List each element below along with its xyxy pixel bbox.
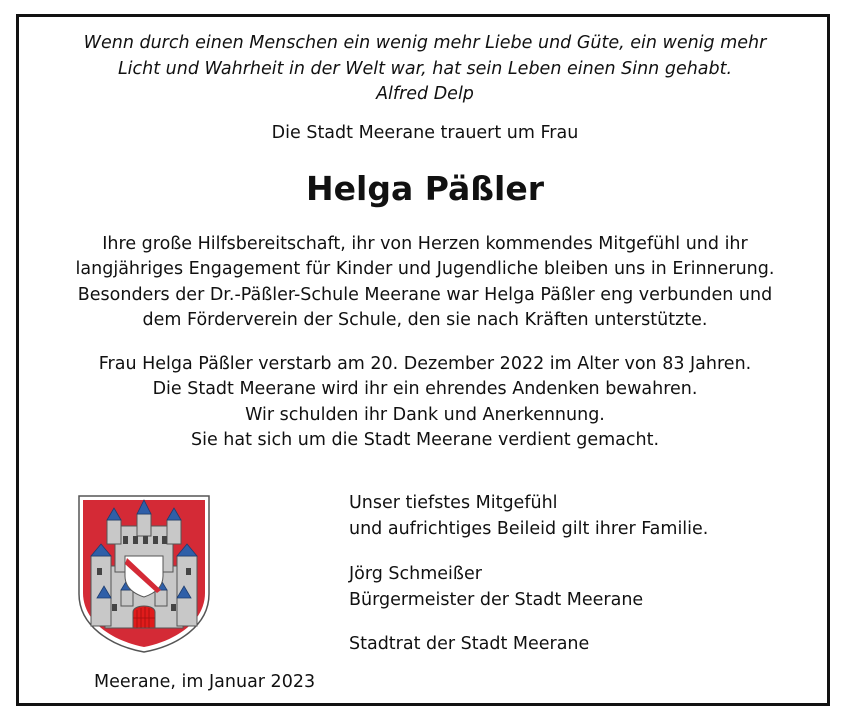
paragraph-line: langjähriges Engagement für Kinder und Jugendliche bleiben uns in Erinnerung. bbox=[75, 259, 775, 280]
epigraph-author: Alfred Delp bbox=[376, 84, 474, 104]
paragraph-line: Frau Helga Päßler verstarb am 20. Dezember 2022 im Alter von 83 Jahren. bbox=[98, 354, 752, 374]
paragraph-line: Besonders der Dr.-Päßler-Schule Meerane war Helga Päßler eng verbunden und bbox=[77, 284, 773, 305]
epigraph-line: Wenn durch einen Menschen ein wenig mehr Liebe und Güte, ein wenig mehr bbox=[83, 33, 767, 53]
coat-of-arms-icon bbox=[77, 494, 211, 654]
paragraph-line: Sie hat sich um die Stadt Meerane verdient gemacht. bbox=[190, 430, 660, 451]
council-signature: Stadtrat der Stadt Meerane bbox=[349, 634, 590, 654]
epigraph bbox=[0, 31, 850, 108]
signature-block bbox=[349, 562, 643, 613]
epigraph-line: Licht und Wahrheit in der Welt war, hat sein Leben einen Sinn gehabt. bbox=[117, 58, 733, 79]
condolence-line: und aufrichtiges Beileid gilt ihrer Familie. bbox=[349, 518, 709, 539]
death-notice-paragraph bbox=[0, 352, 850, 454]
paragraph-line: Die Stadt Meerane wird ihr ein ehrendes Andenken bewahren. bbox=[152, 379, 698, 400]
paragraph-line: Wir schulden ihr Dank und Anerkennung. bbox=[245, 404, 605, 425]
paragraph-line: Ihre große Hilfsbereitschaft, ihr von Herzen kommendes Mitgefühl und ihr bbox=[102, 234, 748, 254]
condolence-line: Unser tiefstes Mitgefühl bbox=[349, 493, 558, 513]
signatory-name: Jörg Schmeißer bbox=[349, 564, 482, 584]
paragraph-line: dem Förderverein der Schule, den sie nach Kräften unterstützte. bbox=[142, 310, 708, 331]
place-date: Meerane, im Januar 2023 bbox=[94, 672, 316, 692]
signatory-title: Bürgermeister der Stadt Meerane bbox=[349, 589, 644, 610]
deceased-name: Helga Päßler bbox=[306, 169, 544, 208]
condolence-block bbox=[349, 491, 708, 542]
intro-text: Die Stadt Meerane trauert um Frau bbox=[271, 123, 579, 143]
tribute-paragraph bbox=[0, 232, 850, 334]
